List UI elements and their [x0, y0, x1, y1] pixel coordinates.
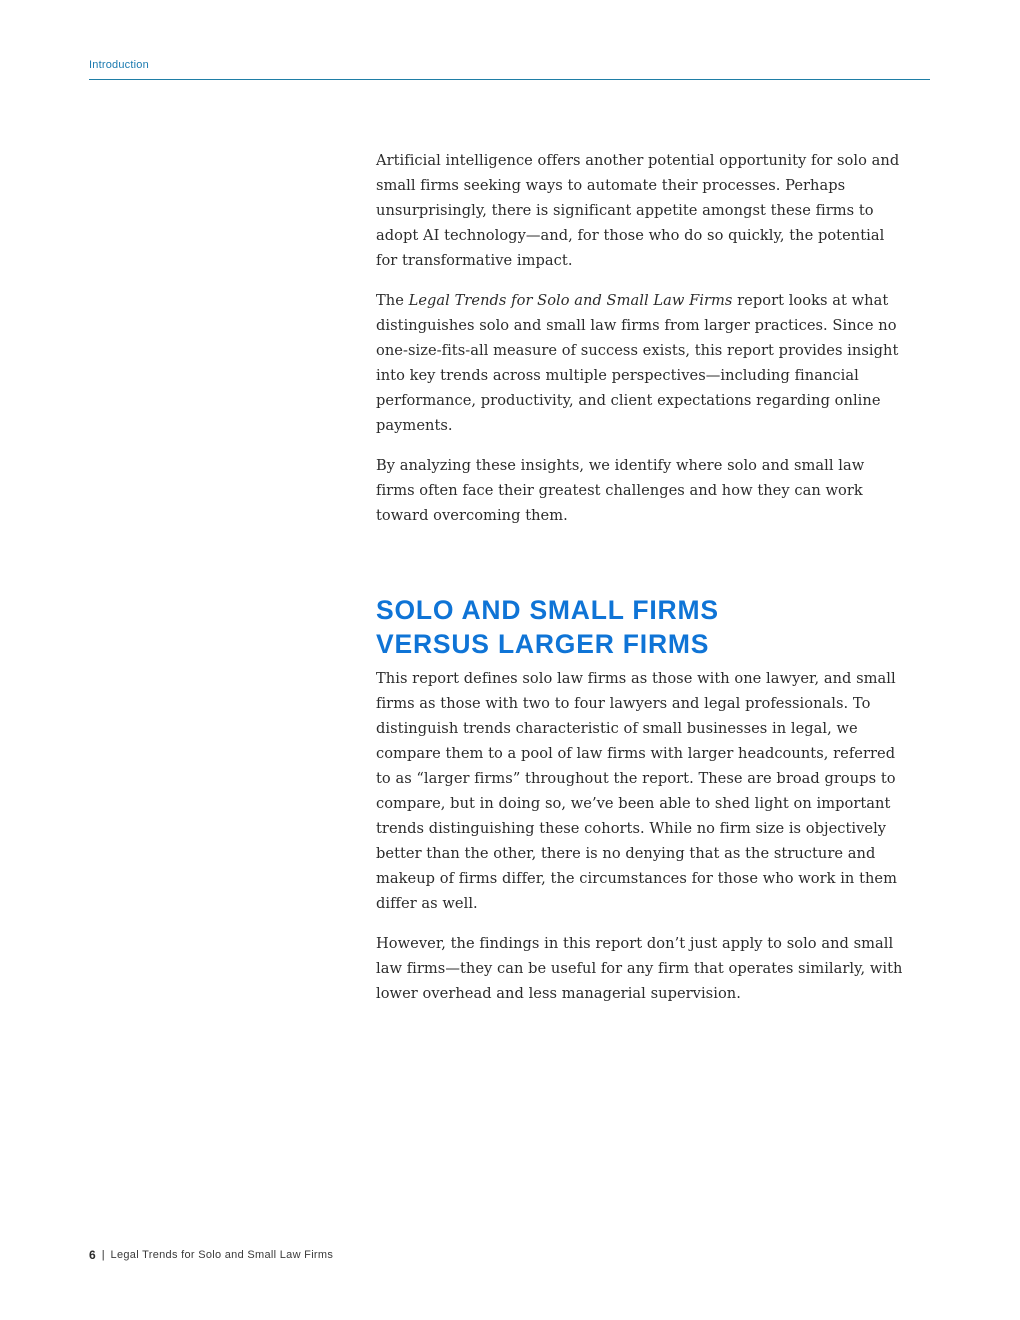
intro-paragraph-2-prefix: The	[376, 292, 409, 309]
report-title-italic: Legal Trends for Solo and Small Law Firms	[408, 292, 733, 309]
intro-paragraph-1: Artificial intelligence offers another potential opportunity for solo and small firms seeking ways to automate their processes. Perhaps unsurprisingly, there is significant appetite amongst these firms to adopt AI technology—and, for those who do so quickly, the potential for transformative impact.	[376, 152, 900, 269]
section-heading: SOLO AND SMALL FIRMS VERSUS LARGER FIRMS	[376, 595, 719, 659]
footer-document-title: Legal Trends for Solo and Small Law Firms	[110, 1249, 334, 1261]
intro-paragraph-3: By analyzing these insights, we identify where solo and small law firms often face their greatest challenges and how they can work toward overcoming them.	[376, 457, 865, 524]
section-paragraph-2: However, the findings in this report don’t just apply to solo and small law firms—they can be useful for any firm that operates similarly, with lower overhead and less managerial supervision.	[376, 935, 903, 1002]
intro-paragraph-2	[376, 288, 906, 438]
section-paragraph-1: This report defines solo law firms as those with one lawyer, and small firms as those with two to four lawyers and legal professionals. To distinguish trends characteristic of small businesses in legal, we compare them to a pool of law firms with larger headcounts, referred to as “larger firms” throughout the report. These are broad groups to compare, but in doing so, we’ve been able to shed light on important trends distinguishing these cohorts. While no firm size is objectively better than the other, there is no denying that as the structure and makeup of firms differ, the circumstances for those who work in them differ as well.	[376, 670, 898, 912]
running-header-section-label: Introduction	[89, 59, 149, 71]
footer-separator: |	[101, 1249, 105, 1261]
main-content	[376, 148, 906, 1021]
header-rule	[89, 79, 930, 80]
page-number: 6	[89, 1248, 96, 1262]
intro-paragraph-2-rest: report looks at what distinguishes solo and small law firms from larger practices. Since no one-size-fits-all measure of success exists, this report provides insight into key trends across multiple perspectives—including financial performance, productivity, and client expectations regarding online payments.	[376, 292, 899, 434]
page-footer	[89, 1248, 333, 1262]
